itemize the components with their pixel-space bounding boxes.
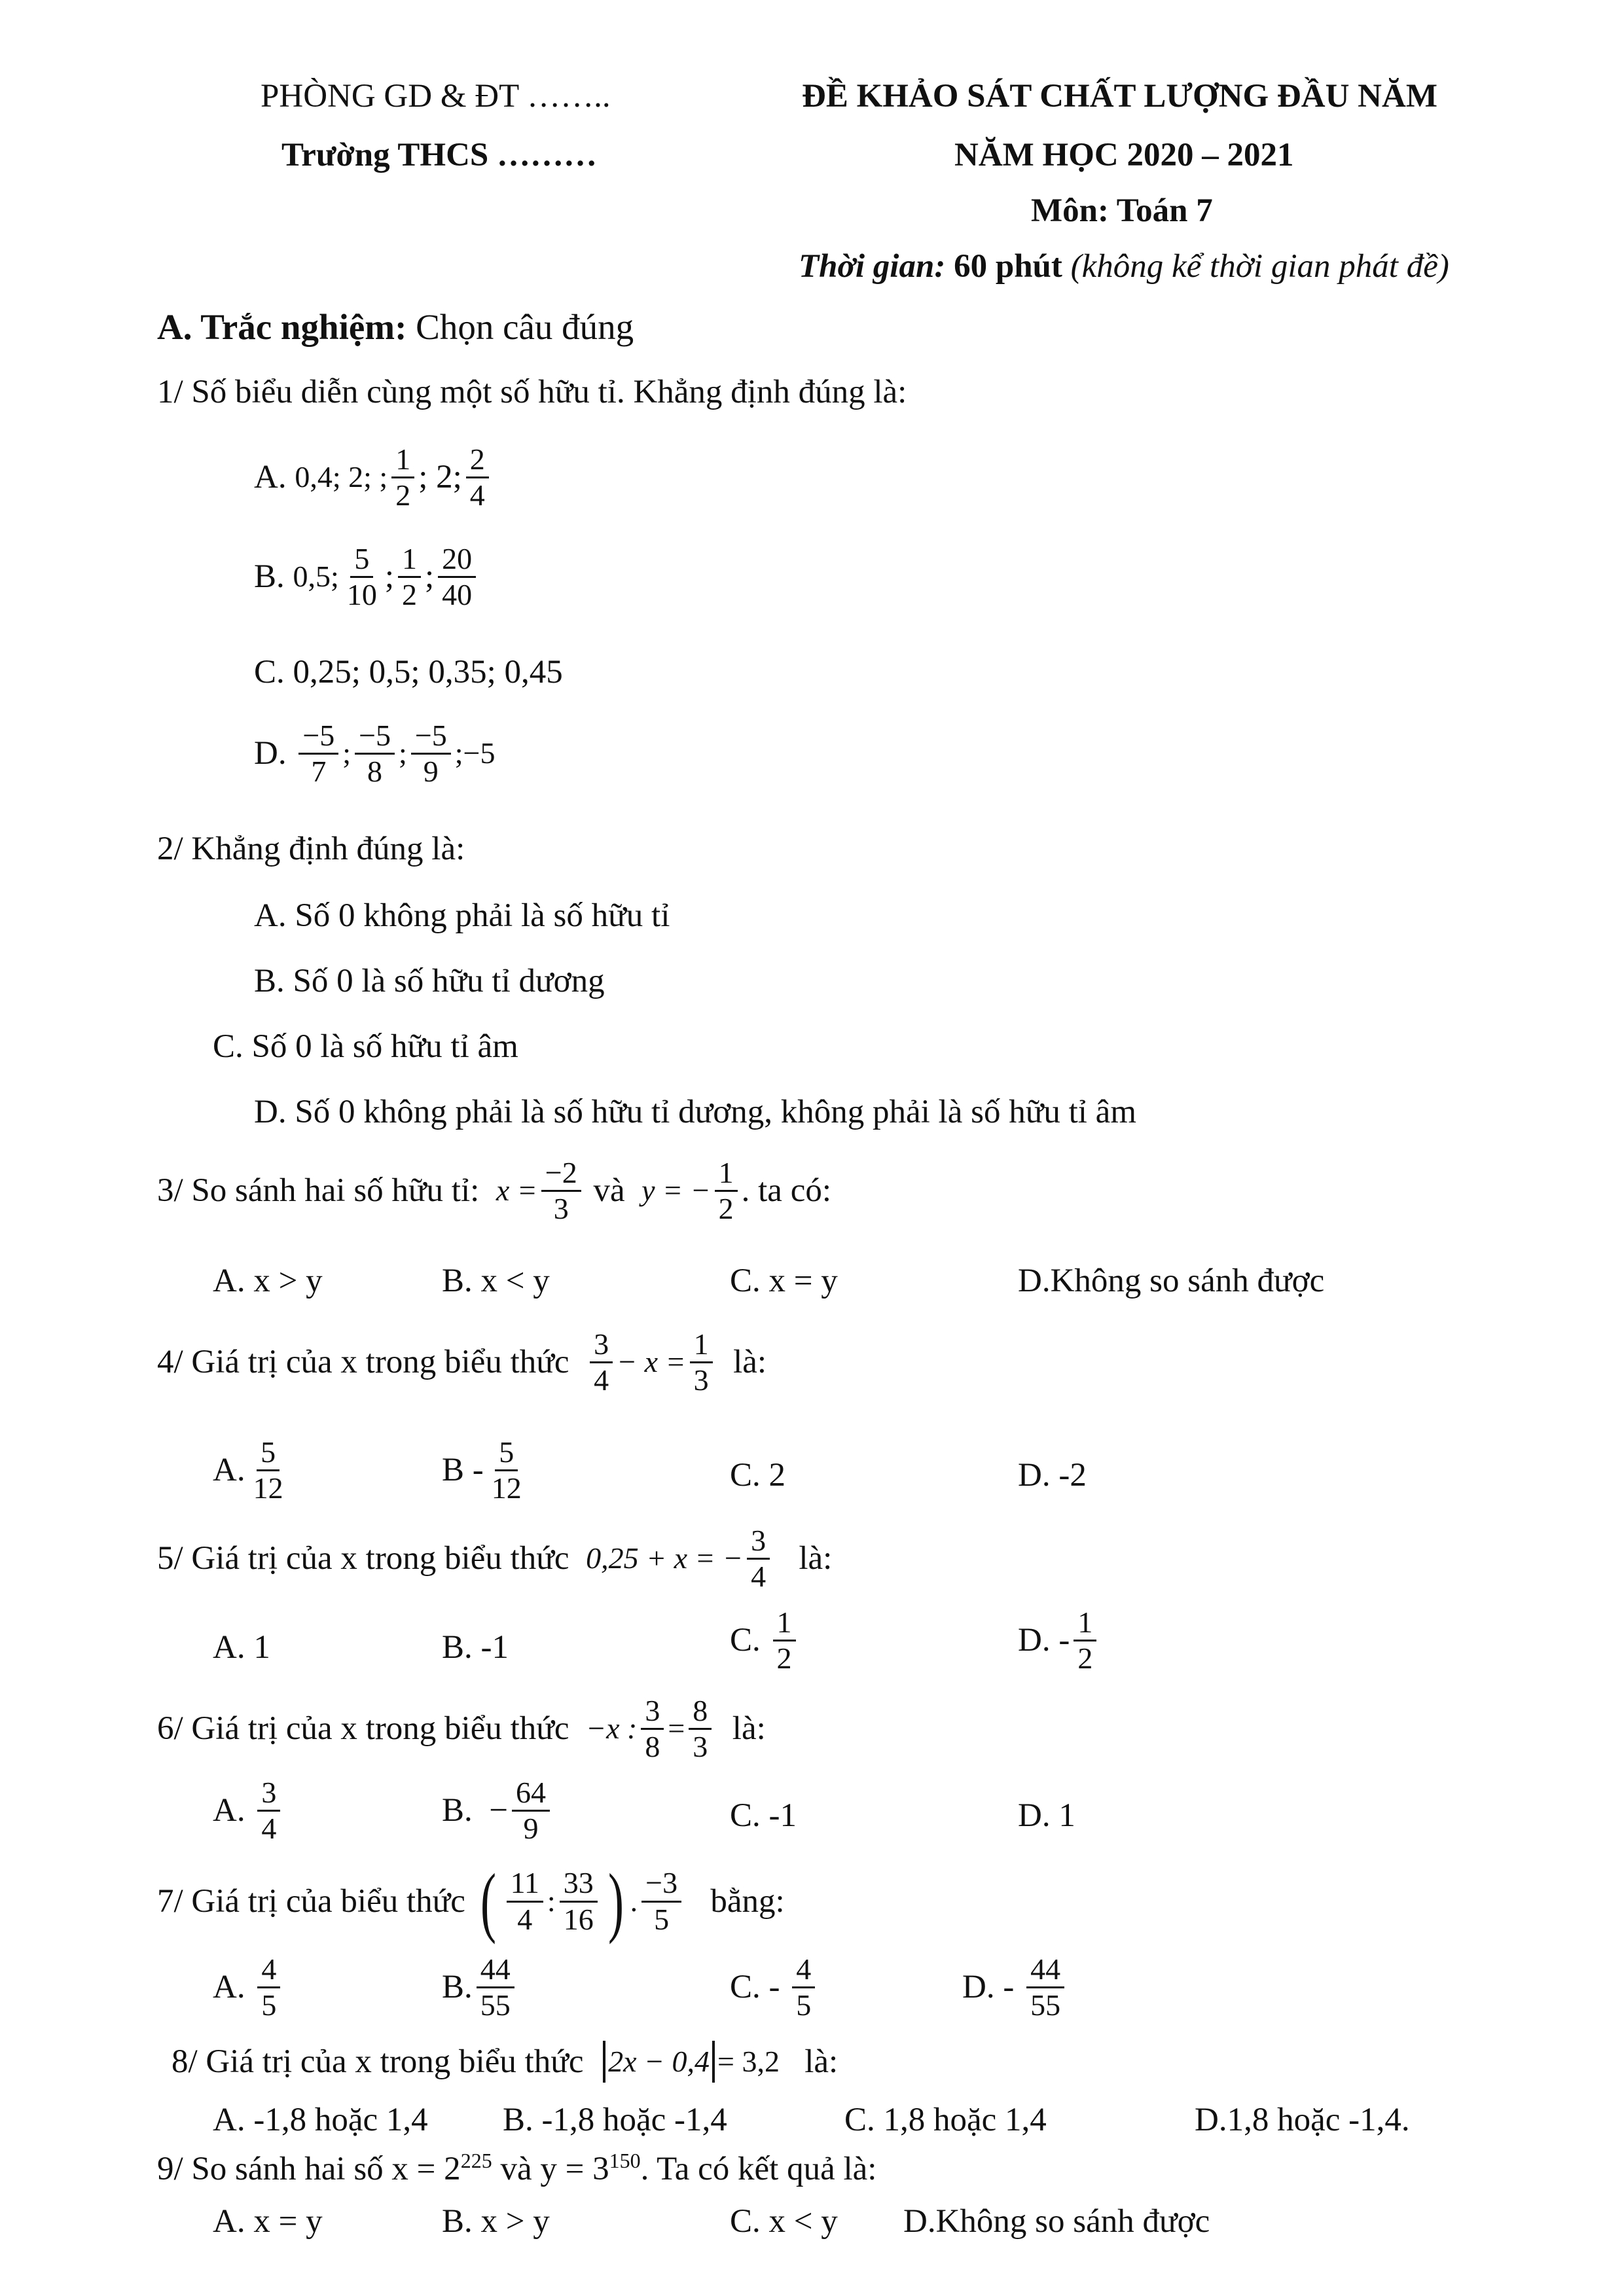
q3-stem (157, 1157, 831, 1225)
fraction: $\frac{64}{9}$ (512, 1777, 550, 1845)
fraction: $\frac{3}{8}$ (641, 1695, 664, 1763)
stem-text: 6/ Giá trị của x trong biểu thức (157, 1710, 569, 1748)
math-text: = 3,2 (717, 2044, 780, 2078)
q3-option-a: A. x > y (213, 1263, 323, 1299)
option-text: −5 (463, 736, 496, 770)
q6-stem (157, 1695, 766, 1763)
q1-option-a (254, 444, 493, 512)
time-line (799, 247, 1449, 286)
q4-option-c: C. 2 (730, 1457, 786, 1494)
stem-text: 5/ Giá trị của x trong biểu thức (157, 1540, 569, 1577)
q3-option-b: B. x < y (442, 1263, 550, 1299)
fraction: 5 12 (491, 1435, 522, 1505)
q5-option-d (1018, 1607, 1100, 1675)
option-label: C. - (730, 1969, 780, 2006)
stem-text: là: (733, 1344, 767, 1381)
math-text: : (547, 1884, 556, 1918)
q8-option-d: D.1,8 hoặc -1,4. (1195, 2102, 1410, 2138)
option-text: ; 2; (418, 459, 462, 496)
option-label: B. (442, 1969, 473, 2006)
section-a-label: A. Trắc nghiệm: (157, 307, 407, 347)
q2-option-c: C. Số 0 là số hữu tỉ âm (213, 1028, 518, 1065)
section-a-heading (157, 306, 634, 348)
q5-option-a: A. 1 (213, 1629, 270, 1666)
option-label: D. - (1018, 1622, 1070, 1659)
fraction: 3 4 (590, 1329, 613, 1397)
fraction: $\frac{8}{3}$ (689, 1695, 712, 1763)
stem-text: 3/ So sánh hai số hữu tỉ: (157, 1172, 480, 1210)
option-label: A. (254, 459, 287, 496)
q7-stem (157, 1857, 785, 1945)
q4-option-b (442, 1437, 530, 1505)
q8-option-a: A. -1,8 hoặc 1,4 (213, 2102, 428, 2138)
q9-stem (157, 2150, 876, 2189)
stem-text: và y = 3 (500, 2151, 609, 2187)
stem-text: bằng: (710, 1882, 785, 1920)
q9-option-d: D.Không so sánh được (903, 2203, 1210, 2240)
separator: ; (424, 558, 435, 596)
fraction: 44 55 (477, 1954, 514, 2022)
separator: ; (384, 558, 394, 596)
option-label: B. (442, 1792, 473, 1829)
q7-option-d (962, 1954, 1068, 2022)
fraction: −5 9 (411, 720, 451, 788)
separator: ; (454, 736, 463, 770)
school-label: Trường THCS ……… (281, 137, 598, 173)
abs-bar-left (603, 2041, 605, 2083)
stem-text: 8/ Giá trị của x trong biểu thức (171, 2043, 584, 2080)
fraction: 3 4 (257, 1777, 280, 1845)
math-text: = (668, 1712, 685, 1746)
fraction: 33 16 (560, 1867, 598, 1935)
fraction: $\frac{-2}{3}$ (541, 1157, 581, 1225)
stem-text: là: (804, 2043, 839, 2080)
option-label: D. - (962, 1969, 1015, 2006)
option-label: A. (213, 1792, 245, 1829)
q6-option-b (442, 1777, 554, 1845)
exam-title: ĐỀ KHẢO SÁT CHẤT LƯỢNG ĐẦU NĂM (802, 78, 1437, 115)
q5-stem (157, 1525, 832, 1593)
math-text: − x = (617, 1345, 686, 1379)
q2-option-b: B. Số 0 là số hữu tỉ dương (254, 963, 605, 999)
math-text: . (630, 1884, 638, 1918)
fraction: 5 12 (253, 1435, 283, 1505)
q4-stem (157, 1329, 767, 1397)
fraction: 4 5 (257, 1954, 280, 2022)
q2-option-a: A. Số 0 không phải là số hữu tỉ (254, 897, 670, 934)
stem-text: 4/ Giá trị của x trong biểu thức (157, 1344, 569, 1381)
q7-option-a (213, 1954, 284, 2022)
q8-option-c: C. 1,8 hoặc 1,4 (844, 2102, 1047, 2138)
option-label: B. (254, 558, 285, 596)
option-text: 0,4; 2; ; (295, 460, 388, 494)
section-a-instruction: Chọn câu đúng (416, 307, 634, 347)
fraction: 44 55 (1026, 1954, 1064, 2022)
fraction: 1 2 (391, 444, 414, 512)
math-text: y = − (641, 1174, 711, 1208)
q6-option-c: C. -1 (730, 1797, 797, 1834)
exponent: 225 (460, 2149, 492, 2172)
close-paren: ) (607, 1857, 624, 1945)
fraction: $\frac{1}{3}$ (690, 1329, 713, 1397)
stem-text: 9/ So sánh hai số x = 2 (157, 2151, 461, 2187)
option-text: 0,5; (293, 560, 339, 594)
fraction: $\frac{3}{4}$ (747, 1525, 770, 1593)
q1-stem: 1/ Số biểu diễn cùng một số hữu tỉ. Khẳng định đúng là: (157, 374, 907, 410)
q6-option-d: D. 1 (1018, 1797, 1075, 1834)
q1-option-b (254, 543, 480, 611)
fraction: 5 10 (346, 542, 377, 612)
math-text: x = (496, 1174, 537, 1208)
q3-option-c: C. x = y (730, 1263, 838, 1299)
q4-option-d: D. -2 (1018, 1457, 1087, 1494)
q7-option-b (442, 1954, 518, 2022)
q5-option-b: B. -1 (442, 1629, 509, 1666)
option-label: C. (730, 1622, 761, 1659)
exponent: 150 (609, 2149, 641, 2172)
stem-text: là: (799, 1540, 833, 1577)
math-text: −x : (586, 1712, 638, 1746)
stem-text: là: (732, 1710, 766, 1748)
q7-option-c (730, 1954, 819, 2022)
fraction: −3 5 (641, 1867, 681, 1935)
q1-option-d (254, 720, 496, 788)
q8-stem (171, 2041, 838, 2083)
q5-option-c (730, 1607, 800, 1675)
q6-option-a (213, 1777, 284, 1845)
q9-option-a: A. x = y (213, 2203, 323, 2240)
q9-option-c: C. x < y (730, 2203, 838, 2240)
q3-option-d: D.Không so sánh được (1018, 1263, 1325, 1299)
option-label: D. (254, 735, 287, 772)
separator: ; (342, 736, 352, 770)
stem-text: 7/ Giá trị của biểu thức (157, 1882, 465, 1920)
math-text: 2x − 0,4 (608, 2044, 710, 2078)
time-note: (không kể thời gian phát đề) (1070, 248, 1449, 285)
option-label: B - (442, 1452, 484, 1489)
option-label: A. (213, 1969, 245, 2006)
q2-stem: 2/ Khẳng định đúng là: (157, 831, 465, 867)
fraction: 11 4 (507, 1867, 543, 1935)
q4-option-a (213, 1437, 291, 1505)
time-value: 60 phút (954, 248, 1062, 285)
stem-text: . ta có: (741, 1172, 832, 1210)
fraction: 1 2 (1074, 1607, 1096, 1675)
stem-text: . Ta có kết quả là: (640, 2151, 877, 2187)
q9-option-b: B. x > y (442, 2203, 550, 2240)
fraction: $\frac{1}{2}$ (715, 1157, 738, 1225)
fraction: 4 5 (792, 1954, 815, 2022)
abs-bar-right (712, 2041, 715, 2083)
fraction: −5 8 (355, 720, 395, 788)
q1-option-c: C. 0,25; 0,5; 0,35; 0,45 (254, 654, 563, 691)
math-text: 0,25 + x = − (586, 1541, 744, 1575)
open-paren: ( (480, 1857, 496, 1945)
fraction: 1 2 (773, 1607, 796, 1675)
stem-text: và (593, 1172, 625, 1210)
fraction: 2 4 (466, 444, 489, 512)
q2-option-d: D. Số 0 không phải là số hữu tỉ dương, không phải là số hữu tỉ âm (254, 1094, 1136, 1130)
math-text: − (489, 1792, 509, 1829)
fraction: 1 2 (398, 543, 421, 611)
option-label: A. (213, 1452, 245, 1489)
department-label: PHÒNG GD & ĐT …….. (261, 78, 611, 115)
school-year: NĂM HỌC 2020 – 2021 (954, 137, 1294, 173)
subject-label: Môn: Toán 7 (1031, 192, 1213, 229)
fraction: 20 40 (438, 543, 476, 611)
separator: ; (399, 736, 407, 770)
q8-option-b: B. -1,8 hoặc -1,4 (503, 2102, 727, 2138)
time-label: Thời gian: (799, 248, 946, 285)
fraction: −5 7 (298, 720, 338, 788)
